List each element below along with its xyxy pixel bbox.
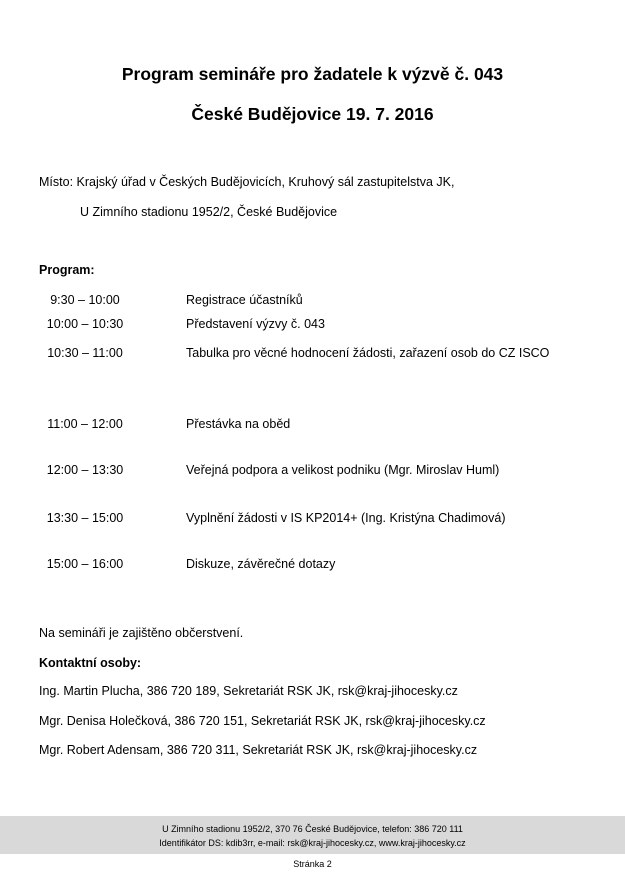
program-time: 9:30 – 10:00 <box>50 293 120 307</box>
contacts-heading: Kontaktní osoby: <box>39 656 142 670</box>
program-time: 12:00 – 13:30 <box>46 463 124 477</box>
contact-person: Ing. Martin Plucha, 386 720 189, Sekretariát RSK JK, rsk@kraj-jihocesky.cz <box>39 684 458 698</box>
program-heading: Program: <box>39 263 95 277</box>
program-time: 10:30 – 11:00 <box>47 346 123 360</box>
location-label: Místo <box>39 175 70 189</box>
program-description: Představení výzvy č. 043 <box>186 317 325 331</box>
location-line-1 <box>39 175 454 190</box>
program-time: 10:00 – 10:30 <box>46 317 124 331</box>
program-time: 15:00 – 16:00 <box>46 557 124 571</box>
footer-address: U Zimního stadionu 1952/2, 370 76 České Budějovice, telefon: 386 720 111 <box>162 824 463 834</box>
location-line-2: U Zimního stadionu 1952/2, České Budějovice <box>80 205 338 219</box>
program-description: Registrace účastníků <box>186 293 303 307</box>
program-description: Veřejná podpora a velikost podniku (Mgr. Miroslav Huml) <box>186 463 500 477</box>
page-subtitle: České Budějovice 19. 7. 2016 <box>191 104 434 124</box>
page-footer <box>0 816 625 854</box>
program-description: Vyplnění žádosti v IS KP2014+ (Ing. Kristýna Chadimová) <box>186 511 506 525</box>
program-description: Tabulka pro věcné hodnocení žádosti, zařazení osob do CZ ISCO <box>186 346 550 360</box>
program-description: Diskuze, závěrečné dotazy <box>186 557 336 571</box>
program-description: Přestávka na oběd <box>186 417 291 431</box>
refreshments-note: Na semináři je zajištěno občerstvení. <box>39 626 244 640</box>
location-text: : Krajský úřad v Českých Budějovicích, Kruhový sál zastupitelstva JK, <box>69 175 455 189</box>
footer-contact: Identifikátor DS: kdib3rr, e-mail: rsk@kraj-jihocesky.cz, www.kraj-jihocesky.cz <box>159 838 466 848</box>
contact-person: Mgr. Robert Adensam, 386 720 311, Sekretariát RSK JK, rsk@kraj-jihocesky.cz <box>39 743 478 757</box>
contact-person: Mgr. Denisa Holečková, 386 720 151, Sekretariát RSK JK, rsk@kraj-jihocesky.cz <box>39 714 486 728</box>
program-time: 13:30 – 15:00 <box>46 511 124 525</box>
program-time: 11:00 – 12:00 <box>47 417 123 431</box>
page-title: Program semináře pro žadatele k výzvě č. 043 <box>121 64 504 84</box>
page-number: Stránka 2 <box>293 859 332 869</box>
